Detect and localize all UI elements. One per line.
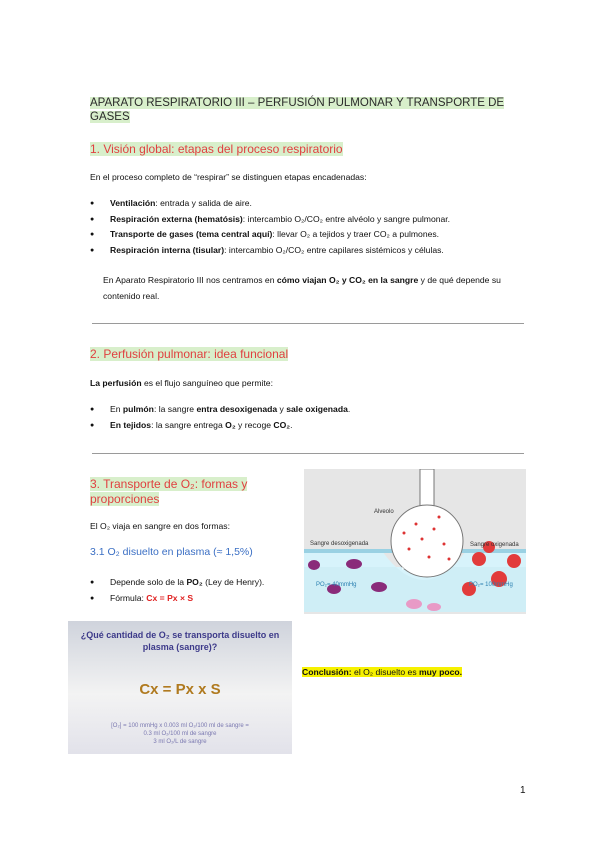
list-item: ● Fórmula: Cx = Px × S: [90, 591, 310, 607]
section-1-heading: 1. Visión global: etapas del proceso respiratorio: [90, 142, 343, 156]
o2-label: O₂: [404, 541, 411, 547]
section-2-intro: La perfusión es el flujo sanguíneo que permite:: [90, 378, 273, 388]
alveolo-label: Alveolo: [374, 509, 394, 515]
divider: [92, 323, 524, 324]
perfusion-list: [90, 402, 530, 433]
conclusion: Conclusión: el O₂ disuelto es muy poco.: [302, 667, 462, 677]
dissolved-list: [90, 575, 310, 606]
po2-left-label: PO₂= 40mmHg: [316, 582, 357, 588]
formula-text: Cx = Px x S: [139, 681, 221, 698]
list-item: ● Depende solo de la PO₂ (Ley de Henry).: [90, 575, 310, 591]
list-item: ● En pulmón: la sangre entra desoxigenada y sale oxigenada.: [90, 402, 530, 418]
po2-alveolo-label: PO₂= 100mmHg: [402, 566, 446, 572]
section-3-heading: 3. Transporte de O₂: formas y proporciones: [90, 477, 248, 506]
list-item: ● Respiración interna (tisular): intercambio O₂/CO₂ entre capilares sistémicos y células.: [90, 243, 530, 259]
deox-label: Sangre desoxigenada: [310, 541, 369, 547]
list-item: ● Ventilación: entrada y salida de aire.: [90, 196, 530, 212]
section-2-heading: 2. Perfusión pulmonar: idea funcional: [90, 347, 289, 361]
ox-label: Sangre oxigenada: [470, 542, 519, 548]
formula-box: [68, 621, 292, 754]
section-1-note: En Aparato Respiratorio III nos centramos en cómo viajan O₂ y CO₂ en la sangre y de qué depende su contenido real.: [103, 275, 501, 301]
subsection-heading: 3.1 O₂ disuelto en plasma (≈ 1,5%): [90, 546, 253, 558]
po2-right-label: PO₂= 100mmHg: [469, 582, 513, 588]
section-3-intro: El O₂ viaja en sangre en dos formas:: [90, 521, 230, 531]
list-item: ● Respiración externa (hematósis): intercambio O₂/CO₂ entre alvéolo y sangre pulmonar.: [90, 212, 530, 228]
section-1-intro: En el proceso completo de “respirar” se distinguen etapas encadenadas:: [90, 172, 367, 182]
formula-calc: [O₂] = 100 mmHg x 0.003 ml O₂/100 ml de sangre = 0.3 ml O₂/100 ml de sangre 3 ml O₂/L de sangre: [111, 723, 249, 745]
divider: [92, 453, 524, 454]
alveolus-diagram: [304, 469, 526, 614]
formula-question: ¿Qué cantidad de O₂ se transporta disuelto en plasma (sangre)?: [80, 630, 280, 652]
list-item: ● En tejidos: la sangre entrega O₂ y recoge CO₂.: [90, 418, 530, 434]
page-title: APARATO RESPIRATORIO III – PERFUSIÓN PULMONAR Y TRANSPORTE DE GASES: [90, 97, 505, 123]
list-item: ● Transporte de gases (tema central aquí): llevar O₂ a tejidos y traer CO₂ a pulmones.: [90, 227, 530, 243]
page-number: 1: [520, 785, 526, 796]
stages-list: [90, 196, 530, 258]
